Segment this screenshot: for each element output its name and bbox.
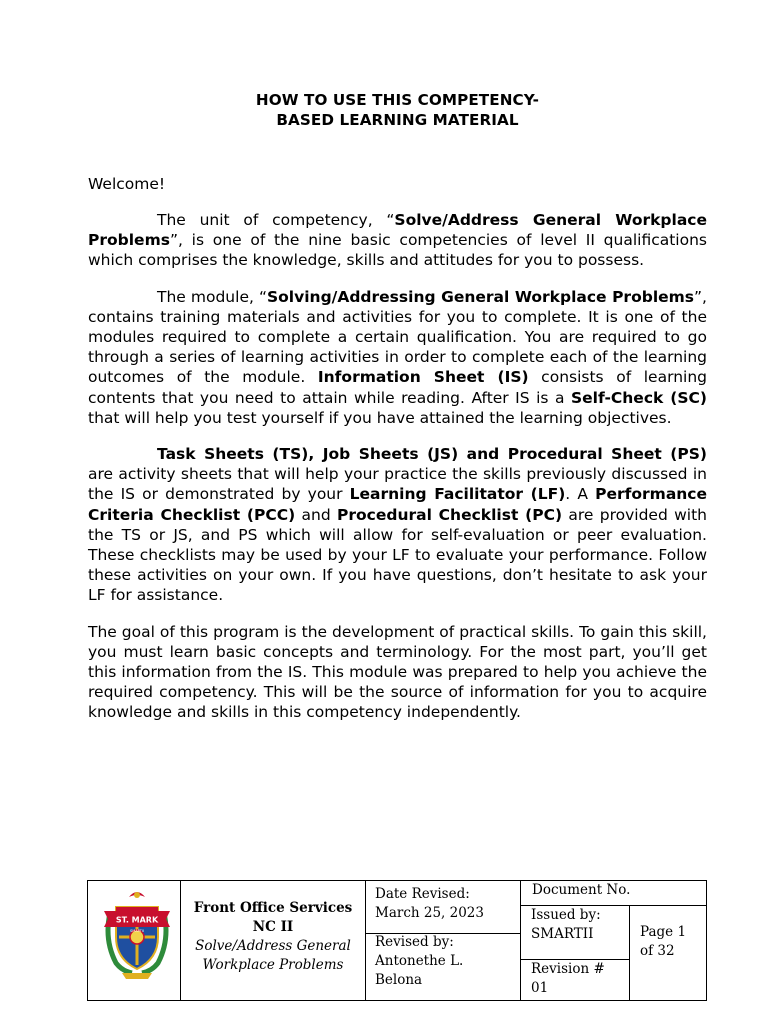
revised-by-name-line-1: Antonethe L. (375, 953, 464, 969)
p2-bold-1: Solving/Addressing General Workplace Problems (267, 287, 695, 306)
p3-text-4: are provided with the TS or JS, and PS which will allow for self-evaluation or peer evaluation. These checklists may be used by your LF to evaluate your performance. Follow these activities on your own. If you have questions, don’t hesitate to ask your LF for assistance. (88, 505, 708, 605)
p2-text-2: ”, contains training materials and activities for you to complete. It is one of the modules required to complete a certain qualification. You are required to go through a series of learning activities in order to complete each of the learning outcomes of the module. (88, 287, 707, 387)
revised-by-label: Revised by: (375, 934, 454, 950)
paragraph-activity-sheets (88, 444, 707, 606)
document-no-cell (532, 881, 702, 900)
issued-by-label: Issued by: (531, 907, 601, 923)
title-line-2: BASED LEARNING MATERIAL (276, 111, 519, 129)
p1-text-2: ”, is one of the nine basic competencies of level II qualifications which comprises the knowledge, skills and attitudes for you to possess. (88, 231, 707, 270)
document-page (88, 90, 707, 723)
footer-divider (365, 881, 366, 1000)
document-footer-table (87, 880, 707, 1001)
revised-by-cell (375, 933, 520, 990)
p3-bold-1: Task Sheets (TS), Job Sheets (JS) and Procedural Sheet (PS) (157, 445, 707, 464)
p2-text-4: that will help you test yourself if you have attained the learning objectives. (88, 408, 672, 427)
issued-by-value: SMARTII (531, 926, 594, 942)
p2-bold-2: Information Sheet (IS) (317, 368, 529, 387)
course-name-line-2: NC II (252, 919, 294, 935)
logo-text: ST. MARK (115, 915, 159, 925)
logo-subtext: SMARTII (129, 929, 145, 933)
p3-text-2: . A (565, 485, 596, 504)
p1-bold-1: Solve/Address General Workplace Problems (88, 211, 707, 250)
p1-text-1: The unit of competency, “ (157, 211, 395, 229)
p3-bold-4: Procedural Checklist (PC) (337, 505, 563, 524)
school-logo (102, 885, 172, 997)
date-revised-value: March 25, 2023 (375, 905, 484, 921)
page-number-cell (640, 923, 706, 961)
p3-text-1: are activity sheets that will help your practice the skills previously discussed in the IS or demonstrated by your (88, 465, 707, 504)
p2-bold-3: Self-Check (SC) (571, 388, 707, 407)
issued-by-cell (531, 906, 629, 944)
p3-bold-3: Performance Criteria Checklist (PCC) (88, 485, 708, 524)
paragraph-unit-of-competency (88, 210, 707, 271)
footer-divider (520, 881, 521, 1000)
page-number-line-1: Page 1 (640, 924, 687, 940)
course-unit-line-2: Workplace Problems (202, 957, 344, 973)
page-number-line-2: of 32 (640, 943, 675, 959)
p3-bold-2: Learning Facilitator (LF) (349, 485, 566, 504)
footer-divider (629, 905, 630, 1000)
p2-text-1: The module, “ (157, 287, 267, 306)
title-line-1: HOW TO USE THIS COMPETENCY- (255, 91, 540, 109)
p2-text-3: consists of learning contents that you need to attain while reading. After IS is a (88, 368, 707, 407)
date-revised-label: Date Revised: (375, 886, 470, 902)
paragraph-module (88, 287, 707, 428)
date-revised-cell (375, 885, 520, 923)
revision-cell (531, 960, 629, 998)
revision-label: Revision # (531, 961, 605, 977)
course-unit-line-1: Solve/Address General (195, 938, 351, 954)
course-title-cell (181, 899, 365, 975)
welcome-text: Welcome! (88, 175, 166, 193)
revised-by-name-line-2: Belona (375, 972, 423, 988)
revision-value: 01 (531, 980, 549, 996)
p3-text-3: and (295, 505, 337, 524)
document-title (88, 90, 707, 130)
paragraph-program-goal: The goal of this program is the development of practical skills. To gain this skill, you must learn basic concepts and terminology. For the most part, you’ll get this information from the IS. This module was prepared to help you achieve the required competency. This will be the source of information for you to acquire knowledge and skills in this competency independently. (88, 622, 707, 722)
document-no-label: Document No. (532, 882, 631, 898)
course-name-line-1: Front Office Services (193, 900, 353, 916)
